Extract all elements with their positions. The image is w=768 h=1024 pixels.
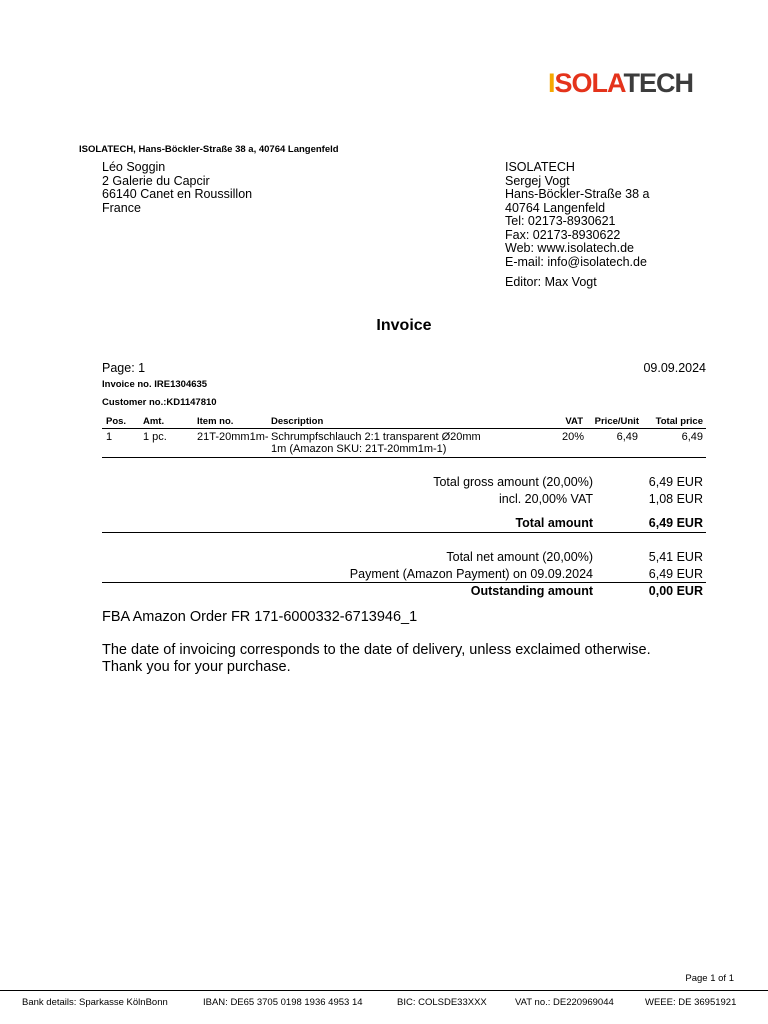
company-street: Hans-Böckler-Straße 38 a <box>505 187 650 201</box>
col-header-description: Description <box>271 416 324 427</box>
footer-vat: VAT no.: DE220969044 <box>515 997 614 1008</box>
thanks-note: Thank you for your purchase. <box>102 659 291 675</box>
payment-value: 6,49 EUR <box>648 567 703 581</box>
row-unit-price: 6,49 <box>616 431 638 443</box>
col-header-price: Price/Unit <box>594 416 639 427</box>
total-amount-label: Total amount <box>515 516 593 530</box>
col-header-total: Total price <box>655 416 703 427</box>
company-address <box>505 161 650 269</box>
customer-number: Customer no.:KD1147810 <box>102 397 217 408</box>
footer-weee: WEEE: DE 36951921 <box>645 997 737 1008</box>
company-web: Web: www.isolatech.de <box>505 241 634 255</box>
total-amount-value: 6,49 EUR <box>648 516 703 530</box>
row-item-number: 21T-20mm1m- <box>197 431 269 443</box>
company-city: 40764 Langenfeld <box>505 200 606 215</box>
recipient-country: France <box>102 200 141 215</box>
vat-label: incl. 20,00% VAT <box>498 492 593 506</box>
company-email: E-mail: info@isolatech.de <box>505 254 647 269</box>
company-name: ISOLATECH <box>505 160 575 174</box>
row-description-line1: Schrumpfschlauch 2:1 transparent Ø20mm <box>271 431 481 443</box>
table-header-rule <box>102 428 706 429</box>
vat-value: 1,08 EUR <box>648 492 703 506</box>
company-contact: Sergej Vogt <box>505 173 570 188</box>
recipient-name: Léo Soggin <box>102 160 166 174</box>
delivery-note: The date of invoicing corresponds to the date of delivery, unless exclaimed otherwise. <box>102 642 651 658</box>
sender-return-address: ISOLATECH, Hans-Böckler-Straße 38 a, 40764 Langenfeld <box>79 144 339 155</box>
order-note: FBA Amazon Order FR 171-6000332-6713946_1 <box>102 609 418 625</box>
net-amount-value: 5,41 EUR <box>648 550 703 564</box>
gross-amount-label: Total gross amount (20,00%) <box>433 475 593 489</box>
row-description-line2: 1m (Amazon SKU: 21T-20mm1m-1) <box>271 443 447 455</box>
payment-rule <box>102 582 706 583</box>
row-pos: 1 <box>106 431 113 443</box>
table-bottom-rule <box>102 457 706 458</box>
row-amount: 1 pc. <box>143 431 167 443</box>
invoice-number: Invoice no. IRE1304635 <box>102 379 208 390</box>
company-tel: Tel: 02173-8930621 <box>505 214 616 228</box>
row-vat: 20% <box>561 431 584 443</box>
editor: Editor: Max Vogt <box>505 275 597 289</box>
col-header-amt: Amt. <box>143 416 165 427</box>
row-total-price: 6,49 <box>681 431 703 443</box>
recipient-street: 2 Galerie du Capcir <box>102 173 210 188</box>
outstanding-label: Outstanding amount <box>470 584 593 598</box>
page-number: Page: 1 <box>102 361 146 375</box>
footer-iban: IBAN: DE65 3705 0198 1936 4953 14 <box>203 997 363 1008</box>
gross-amount-value: 6,49 EUR <box>648 475 703 489</box>
footer-bic: BIC: COLSDE33XXX <box>397 997 487 1008</box>
total-rule <box>102 532 706 533</box>
col-header-item: Item no. <box>197 416 234 427</box>
invoice-date: 09.09.2024 <box>643 361 706 375</box>
recipient-city: 66140 Canet en Roussillon <box>102 187 253 201</box>
footer-bank: Bank details: Sparkasse KölnBonn <box>22 997 168 1008</box>
page-of-pages: Page 1 of 1 <box>685 973 734 984</box>
col-header-vat: VAT <box>565 416 583 427</box>
payment-label: Payment (Amazon Payment) on 09.09.2024 <box>349 567 593 581</box>
footer-rule <box>0 990 768 991</box>
col-header-pos: Pos. <box>106 416 127 427</box>
document-title: Invoice <box>376 317 432 334</box>
company-logo: ISOLATECH <box>548 68 694 98</box>
outstanding-value: 0,00 EUR <box>648 584 703 598</box>
recipient-address <box>102 161 252 215</box>
company-fax: Fax: 02173-8930622 <box>505 227 621 242</box>
net-amount-label: Total net amount (20,00%) <box>446 550 593 564</box>
